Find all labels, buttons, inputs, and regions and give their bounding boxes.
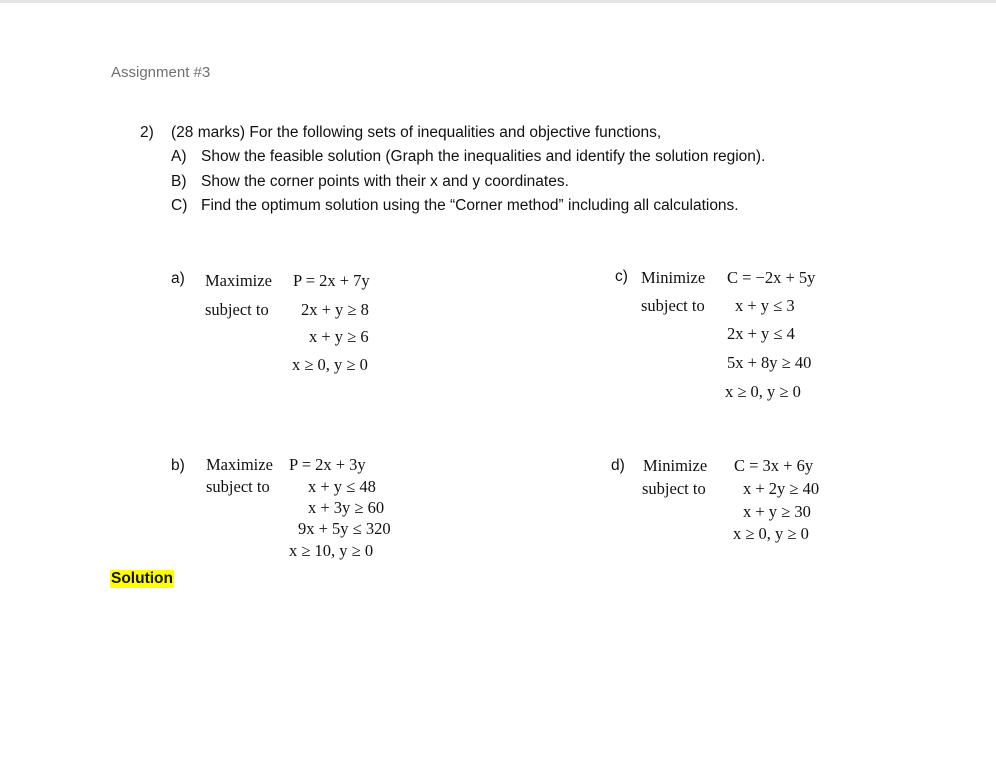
problem-a-action: Maximize (205, 271, 272, 290)
problem-b-objective: P = 2x + 3y (289, 455, 366, 474)
problem-d-constraint-1: x + 2y ≥ 40 (743, 479, 820, 498)
page-top-border (0, 0, 996, 3)
problem-c-constraint-2: 2x + y ≤ 4 (727, 324, 795, 343)
problem-b-action: Maximize (206, 455, 273, 474)
problem-a-subject-to: subject to (205, 300, 269, 319)
problem-c-constraint-3: 5x + 8y ≥ 40 (727, 353, 812, 372)
problem-a-constraint-3: x ≥ 0, y ≥ 0 (292, 355, 368, 374)
problem-c-action: Minimize (641, 268, 706, 287)
problem-a-objective: P = 2x + 7y (293, 271, 370, 290)
instruction-a (171, 148, 765, 166)
document-header: Assignment #3 (111, 64, 211, 81)
problem-d-objective: C = 3x + 6y (734, 456, 814, 475)
problem-b-constraint-2: x + 3y ≥ 60 (308, 498, 385, 517)
problem-c-label: c) (615, 268, 628, 285)
problem-d-action: Minimize (643, 456, 708, 475)
problem-b-constraint-1: x + y ≤ 48 (308, 477, 376, 496)
problem-d-constraint-2: x + y ≥ 30 (743, 502, 811, 521)
problem-b-label: b) (171, 457, 185, 474)
instruction-text: Find the optimum solution using the “Corner method” including all calculations. (201, 197, 739, 214)
problem-b-constraint-3: 9x + 5y ≤ 320 (298, 519, 391, 538)
problem-a-constraint-2: x + y ≥ 6 (309, 327, 369, 346)
problem-a-constraint-1: 2x + y ≥ 8 (301, 300, 369, 319)
problem-b-constraint-4: x ≥ 10, y ≥ 0 (289, 541, 374, 560)
problem-c-objective: C = −2x + 5y (727, 268, 816, 287)
problem-d-constraint-3: x ≥ 0, y ≥ 0 (733, 524, 809, 543)
problem-d-label: d) (611, 457, 625, 474)
problem-b-subject-to: subject to (206, 477, 270, 496)
problem-c-constraint-4: x ≥ 0, y ≥ 0 (725, 382, 801, 401)
instruction-letter: C) (171, 197, 188, 214)
question-intro: (28 marks) For the following sets of inequalities and objective functions, (171, 124, 662, 141)
problem-d-subject-to: subject to (642, 479, 706, 498)
instruction-text: Show the corner points with their x and y coordinates. (201, 173, 569, 190)
solution-heading: Solution (111, 570, 173, 587)
problem-a-label: a) (171, 270, 185, 287)
instruction-text: Show the feasible solution (Graph the inequalities and identify the solution region). (201, 148, 766, 165)
instruction-letter: B) (171, 173, 187, 190)
instruction-letter: A) (171, 148, 187, 165)
question-number: 2) (140, 124, 154, 141)
instruction-b (171, 173, 569, 191)
problem-c-subject-to: subject to (641, 296, 705, 315)
problem-c-constraint-1: x + y ≤ 3 (735, 296, 795, 315)
instruction-c (171, 197, 739, 215)
